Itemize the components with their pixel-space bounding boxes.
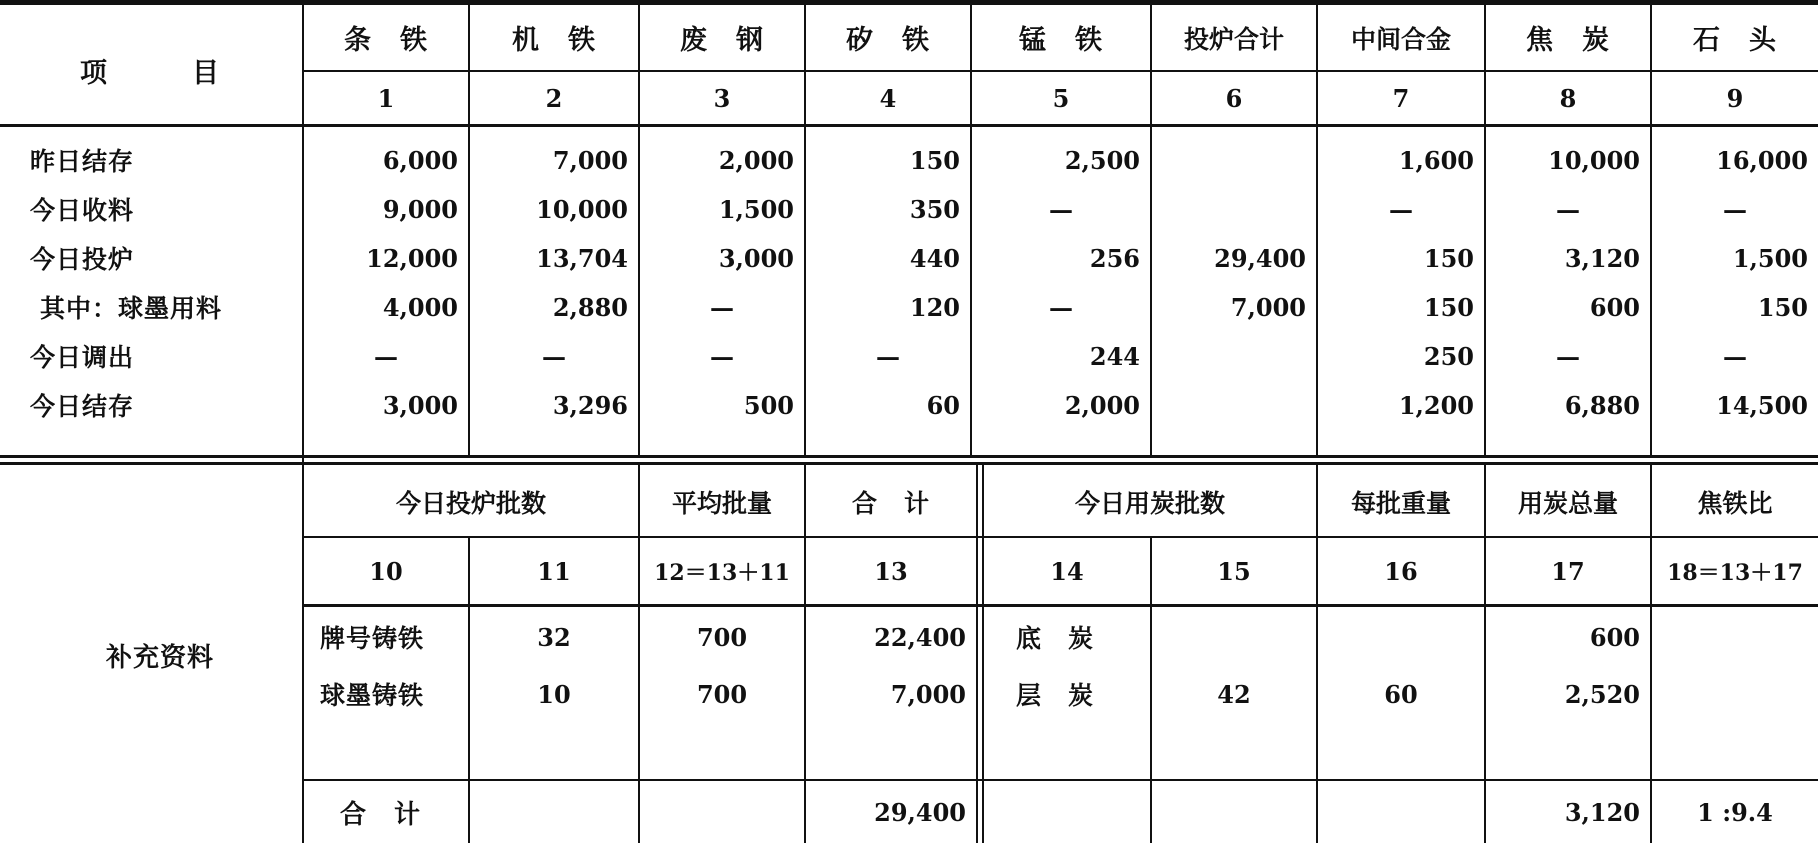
supp-sum-coke-total: 3,120 xyxy=(1564,797,1640,827)
col-num-1: 1 xyxy=(377,83,395,113)
table-cell: 2,000 xyxy=(718,145,794,175)
col-header-1: 条 铁 xyxy=(344,25,428,56)
table-cell: 1,500 xyxy=(718,194,794,224)
table-cell: — xyxy=(1556,341,1580,371)
supp-header-per-batch: 每批重量 xyxy=(1350,488,1451,518)
supp-row1-type: 牌号铸铁 xyxy=(320,624,425,653)
supp-col-num-15: 15 xyxy=(1217,556,1251,586)
row-label: 今日投炉 xyxy=(30,245,135,274)
supp-row1-weight xyxy=(1318,615,1484,659)
table-cell: 10,000 xyxy=(1548,145,1640,175)
table-cell: — xyxy=(1723,194,1747,224)
table-cell: 60 xyxy=(926,390,960,420)
col-header-3: 废 钢 xyxy=(680,25,764,56)
table-cell: 29,400 xyxy=(1214,243,1306,273)
supp-row2-coke-type: 层 炭 xyxy=(1016,681,1095,710)
supp-row2-batches: 10 xyxy=(537,679,571,709)
table-cell: 13,704 xyxy=(536,243,628,273)
col-num-4: 4 xyxy=(879,83,897,113)
row-label: 其中：球墨用料 xyxy=(40,294,223,323)
supp-col-num-18: 18＝13＋17 xyxy=(1667,559,1803,586)
col-header-7: 中间合金 xyxy=(1350,24,1451,54)
supp-row1-coke-total: 600 xyxy=(1589,622,1640,652)
table-cell: — xyxy=(1556,194,1580,224)
supp-row2-coke-total: 2,520 xyxy=(1564,679,1640,709)
supp-sum-rule xyxy=(304,779,1818,781)
table-cell: 1,200 xyxy=(1398,390,1474,420)
table-cell: 150 xyxy=(1423,243,1474,273)
table-cell: 250 xyxy=(1423,341,1474,371)
section-divider-a xyxy=(0,455,1818,458)
col-num-7: 7 xyxy=(1392,83,1410,113)
col-header-2: 机 铁 xyxy=(512,25,596,56)
table-cell: 150 xyxy=(1757,292,1808,322)
supp-header-coke-batches: 今日用炭批数 xyxy=(1074,488,1225,518)
table-cell xyxy=(1152,334,1316,378)
table-cell: — xyxy=(542,341,566,371)
col-num-9: 9 xyxy=(1726,83,1744,113)
supp-col-num-10: 10 xyxy=(369,556,403,586)
table-cell: 7,000 xyxy=(552,145,628,175)
corner-label: 项 目 xyxy=(80,57,220,89)
table-cell: — xyxy=(374,341,398,371)
table-cell: 9,000 xyxy=(382,194,458,224)
header-bottom-rule xyxy=(0,124,1818,127)
supp-row1-coke-batches xyxy=(1152,615,1316,659)
table-cell: 120 xyxy=(909,292,960,322)
supp-row1-total: 22,400 xyxy=(874,622,966,652)
col-num-5: 5 xyxy=(1052,83,1070,113)
supp-row1-batches: 32 xyxy=(537,622,571,652)
table-cell: 3,000 xyxy=(382,390,458,420)
supp-row2-total: 7,000 xyxy=(890,679,966,709)
table-cell: 3,000 xyxy=(718,243,794,273)
table-cell: 2,880 xyxy=(552,292,628,322)
row-label: 今日结存 xyxy=(30,392,135,421)
supp-header-avg: 平均批量 xyxy=(671,488,772,518)
supp-col-num-11: 11 xyxy=(537,556,571,586)
row-label: 今日调出 xyxy=(30,343,135,372)
table-cell: 440 xyxy=(909,243,960,273)
section-divider-b xyxy=(0,462,1818,465)
table-cell: 12,000 xyxy=(366,243,458,273)
supp-row2-coke-batches: 42 xyxy=(1217,679,1251,709)
table-cell: 16,000 xyxy=(1716,145,1808,175)
table-cell xyxy=(1152,383,1316,427)
supp-header-batches: 今日投炉批数 xyxy=(395,488,546,518)
table-cell: 2,000 xyxy=(1064,390,1140,420)
col-header-5: 锰 铁 xyxy=(1019,25,1103,56)
supp-row1-coke-type: 底 炭 xyxy=(1016,624,1095,653)
supp-col-num-12: 12＝13＋11 xyxy=(654,559,790,586)
table-cell: 150 xyxy=(1423,292,1474,322)
row-label: 昨日结存 xyxy=(30,147,135,176)
table-cell: 500 xyxy=(743,390,794,420)
col-num-8: 8 xyxy=(1559,83,1577,113)
supplement-side-label: 补充资料 xyxy=(105,642,214,673)
table-cell: 7,000 xyxy=(1230,292,1306,322)
supp-col-num-16: 16 xyxy=(1384,556,1418,586)
supp-col-num-14: 14 xyxy=(1050,556,1084,586)
col-num-2: 2 xyxy=(545,83,563,113)
table-cell xyxy=(1152,138,1316,182)
col-num-6: 6 xyxy=(1225,83,1243,113)
table-cell: 2,500 xyxy=(1064,145,1140,175)
table-cell: 600 xyxy=(1589,292,1640,322)
col-header-4: 矽 铁 xyxy=(846,25,930,56)
supp-header-bottom-rule xyxy=(304,604,1818,607)
supp-sum-label: 合 计 xyxy=(340,799,422,830)
col-header-9: 石 头 xyxy=(1693,25,1777,56)
supp-col-num-17: 17 xyxy=(1551,556,1585,586)
table-cell: 4,000 xyxy=(382,292,458,322)
table-cell: 3,120 xyxy=(1564,243,1640,273)
table-cell: 3,296 xyxy=(552,390,628,420)
supp-col-num-13: 13 xyxy=(874,556,908,586)
table-cell: — xyxy=(1049,292,1073,322)
col-header-8: 焦 炭 xyxy=(1526,25,1610,56)
table-cell: 6,880 xyxy=(1564,390,1640,420)
table-cell: 6,000 xyxy=(382,145,458,175)
table-cell: 150 xyxy=(909,145,960,175)
table-cell: — xyxy=(1723,341,1747,371)
supp-row2-type: 球墨铸铁 xyxy=(320,681,425,710)
supp-header-coke-total: 用炭总量 xyxy=(1517,488,1618,518)
supp-sum-ratio: 1 :9.4 xyxy=(1697,797,1773,827)
supp-row2-avg: 700 xyxy=(696,679,748,709)
table-cell: 244 xyxy=(1089,341,1140,371)
col-header-6: 投炉合计 xyxy=(1183,24,1284,54)
table-cell: — xyxy=(1389,194,1413,224)
table-cell: — xyxy=(710,292,734,322)
table-cell: — xyxy=(1049,194,1073,224)
table-cell: 350 xyxy=(909,194,960,224)
row-label: 今日收料 xyxy=(30,196,135,225)
supp-header-total: 合 计 xyxy=(851,488,930,518)
table-cell: 1,500 xyxy=(1732,243,1808,273)
supp-row2-weight: 60 xyxy=(1384,679,1418,709)
supp-header-ratio: 焦铁比 xyxy=(1697,488,1773,518)
supp-sum-total: 29,400 xyxy=(874,797,966,827)
table-cell: 256 xyxy=(1089,243,1140,273)
table-cell: 10,000 xyxy=(536,194,628,224)
sv-line-4a xyxy=(976,465,978,843)
table-cell: 14,500 xyxy=(1716,390,1808,420)
table-cell: 1,600 xyxy=(1398,145,1474,175)
col-num-3: 3 xyxy=(713,83,731,113)
supp-row1-avg: 700 xyxy=(696,622,748,652)
table-cell: — xyxy=(876,341,900,371)
table-cell: — xyxy=(710,341,734,371)
table-cell xyxy=(1152,187,1316,231)
